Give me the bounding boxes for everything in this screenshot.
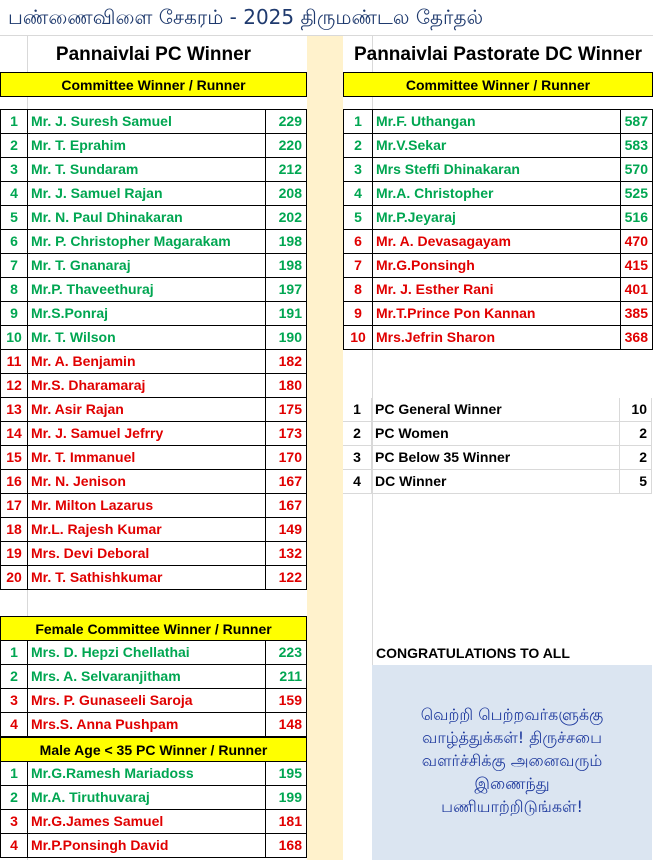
row-number: 20 [1,566,28,590]
vote-count: 132 [266,542,307,566]
table-row [1,206,307,230]
table-row [1,182,307,206]
table-row [1,446,307,470]
table-row [1,786,307,810]
table-row [1,470,307,494]
candidate-name: Mrs. D. Hepzi Chellathai [28,641,266,665]
row-number: 2 [344,134,373,158]
row-number: 17 [1,494,28,518]
vote-count: 211 [266,665,307,689]
vote-count: 149 [266,518,307,542]
vote-count: 368 [621,326,653,350]
vote-count: 202 [266,206,307,230]
candidate-name: Mrs Steffi Dhinakaran [373,158,621,182]
candidate-name: Mr.S. Dharamaraj [28,374,266,398]
candidate-name: Mr. T. Sundaram [28,158,266,182]
table-row [1,810,307,834]
vote-count: 2 [620,422,652,446]
candidate-name: Mr.G.Ponsingh [373,254,621,278]
candidate-name: Mr. P. Christopher Magarakam [28,230,266,254]
summary-table [343,398,653,494]
row-number: 3 [1,689,28,713]
table-row [1,158,307,182]
candidate-name: Mr. N. Jenison [28,470,266,494]
table-row [1,494,307,518]
table-row [1,230,307,254]
table-row [1,566,307,590]
table-row [344,206,653,230]
vote-count: 516 [621,206,653,230]
table-row [1,542,307,566]
row-number: 18 [1,518,28,542]
row-number: 7 [344,254,373,278]
table-row [1,254,307,278]
candidate-name: Mr.V.Sekar [373,134,621,158]
row-number: 4 [1,713,28,737]
message-line: வெற்றி பெற்றவர்களுக்கு [420,705,604,724]
candidate-name: Mr. N. Paul Dhinakaran [28,206,266,230]
left-committee-header: Committee Winner / Runner [0,72,307,97]
candidate-name: Mr. T. Eprahim [28,134,266,158]
candidate-name: Mr.P.Ponsingh David [28,834,266,858]
row-number: 2 [1,665,28,689]
candidate-name: Mr.P.Jeyaraj [373,206,621,230]
vote-count: 191 [266,302,307,326]
row-number: 2 [343,422,372,446]
candidate-name: Mrs.Jefrin Sharon [373,326,621,350]
row-number: 12 [1,374,28,398]
row-number: 9 [1,302,28,326]
table-row [1,398,307,422]
candidate-name: Mr. T. Gnanaraj [28,254,266,278]
row-number: 1 [343,398,372,422]
row-number: 7 [1,254,28,278]
candidate-name: Mr. A. Benjamin [28,350,266,374]
dc-winner-table [343,109,653,350]
vote-count: 570 [621,158,653,182]
row-number: 6 [1,230,28,254]
candidate-name: Mrs.S. Anna Pushpam [28,713,266,737]
table-row [344,278,653,302]
vote-count: 10 [620,398,652,422]
candidate-name: Mr.A. Tiruthuvaraj [28,786,266,810]
table-row [343,398,653,422]
female-committee-header: Female Committee Winner / Runner [0,616,307,641]
candidate-name: Mr. T. Wilson [28,326,266,350]
vote-count: 168 [266,834,307,858]
vote-count: 122 [266,566,307,590]
female-winner-table [0,641,307,737]
row-number: 8 [344,278,373,302]
vote-count: 190 [266,326,307,350]
vote-count: 181 [266,810,307,834]
row-number: 3 [343,446,372,470]
row-number: 5 [344,206,373,230]
table-row [1,689,307,713]
row-number: 8 [1,278,28,302]
table-row [343,422,653,446]
vote-count: 208 [266,182,307,206]
candidate-name: Mr.G.Ramesh Mariadoss [28,762,266,786]
vote-count: 220 [266,134,307,158]
vote-count: 167 [266,494,307,518]
table-row [344,134,653,158]
row-number: 15 [1,446,28,470]
candidate-name: Mr.L. Rajesh Kumar [28,518,266,542]
pc-winner-table [0,109,307,590]
vote-count: 583 [621,134,653,158]
candidate-name: Mr. J. Samuel Jefrry [28,422,266,446]
vote-count: 159 [266,689,307,713]
table-row [344,326,653,350]
male-committee-header: Male Age < 35 PC Winner / Runner [0,737,307,762]
candidate-name: DC Winner [372,470,620,494]
row-number: 6 [344,230,373,254]
vote-count: 197 [266,278,307,302]
right-heading: Pannaivlai Pastorate DC Winner [353,44,643,65]
row-number: 4 [1,834,28,858]
vote-count: 173 [266,422,307,446]
table-row [344,254,653,278]
row-number: 13 [1,398,28,422]
message-line: வாழ்த்துக்கள்! திருச்சபை [422,728,602,747]
vote-count: 180 [266,374,307,398]
row-number: 4 [343,470,372,494]
table-row [1,110,307,134]
row-number: 10 [1,326,28,350]
row-number: 1 [1,641,28,665]
vote-count: 148 [266,713,307,737]
row-number: 14 [1,422,28,446]
candidate-name: Mr.A. Christopher [373,182,621,206]
candidate-name: Mr. T. Immanuel [28,446,266,470]
table-row [343,470,653,494]
vote-count: 415 [621,254,653,278]
table-row [1,374,307,398]
candidate-name: Mr.F. Uthangan [373,110,621,134]
candidate-name: Mrs. Devi Deboral [28,542,266,566]
table-row [344,158,653,182]
candidate-name: Mr. A. Devasagayam [373,230,621,254]
row-number: 5 [1,206,28,230]
candidate-name: Mr. J. Esther Rani [373,278,621,302]
table-row [344,182,653,206]
candidate-name: Mr.P. Thaveethuraj [28,278,266,302]
right-committee-header: Committee Winner / Runner [343,72,653,97]
candidate-name: Mrs. A. Selvaranjitham [28,665,266,689]
candidate-name: Mr. T. Sathishkumar [28,566,266,590]
table-row [1,302,307,326]
candidate-name: Mr. Milton Lazarus [28,494,266,518]
vote-count: 587 [621,110,653,134]
vote-count: 5 [620,470,652,494]
candidate-name: Mr. J. Suresh Samuel [28,110,266,134]
candidate-name: Mr. Asir Rajan [28,398,266,422]
table-row [1,278,307,302]
vote-count: 170 [266,446,307,470]
table-row [343,446,653,470]
vote-count: 229 [266,110,307,134]
row-number: 1 [1,762,28,786]
table-row [1,641,307,665]
row-number: 1 [1,110,28,134]
vote-count: 525 [621,182,653,206]
table-row [1,350,307,374]
congratulations-message [372,665,652,860]
vote-count: 175 [266,398,307,422]
page-title: பண்ணைவிளை சேகரம் - 2025 திருமண்டல தேர்தல் [0,0,653,36]
vote-count: 198 [266,254,307,278]
candidate-name: Mr.T.Prince Pon Kannan [373,302,621,326]
vote-count: 223 [266,641,307,665]
spacer-column [307,36,343,860]
row-number: 16 [1,470,28,494]
candidate-name: Mrs. P. Gunaseeli Saroja [28,689,266,713]
table-row [1,665,307,689]
row-number: 1 [344,110,373,134]
vote-count: 385 [621,302,653,326]
male-winner-table [0,762,307,858]
candidate-name: Mr.S.Ponraj [28,302,266,326]
row-number: 3 [344,158,373,182]
row-number: 10 [344,326,373,350]
candidate-name: Mr. J. Samuel Rajan [28,182,266,206]
row-number: 3 [1,158,28,182]
message-line: பணியாற்றிடுங்கள்! [441,797,583,816]
vote-count: 198 [266,230,307,254]
vote-count: 470 [621,230,653,254]
vote-count: 401 [621,278,653,302]
vote-count: 195 [266,762,307,786]
left-heading: Pannaivlai PC Winner [55,44,252,65]
table-row [344,302,653,326]
candidate-name: PC Women [372,422,620,446]
table-row [1,713,307,737]
row-number: 4 [1,182,28,206]
vote-count: 212 [266,158,307,182]
table-row [1,326,307,350]
message-line: இணைந்து [474,774,550,793]
table-row [1,834,307,858]
candidate-name: Mr.G.James Samuel [28,810,266,834]
message-line: வளர்ச்சிக்கு அனைவரும் [421,751,603,770]
candidate-name: PC General Winner [372,398,620,422]
row-number: 2 [1,786,28,810]
table-row [1,762,307,786]
table-row [344,230,653,254]
row-number: 9 [344,302,373,326]
row-number: 2 [1,134,28,158]
vote-count: 199 [266,786,307,810]
row-number: 11 [1,350,28,374]
table-row [1,134,307,158]
table-row [1,518,307,542]
table-row [1,422,307,446]
vote-count: 182 [266,350,307,374]
congratulations-text: CONGRATULATIONS TO ALL [376,645,570,661]
table-row [344,110,653,134]
row-number: 19 [1,542,28,566]
row-number: 3 [1,810,28,834]
candidate-name: PC Below 35 Winner [372,446,620,470]
vote-count: 167 [266,470,307,494]
row-number: 4 [344,182,373,206]
vote-count: 2 [620,446,652,470]
